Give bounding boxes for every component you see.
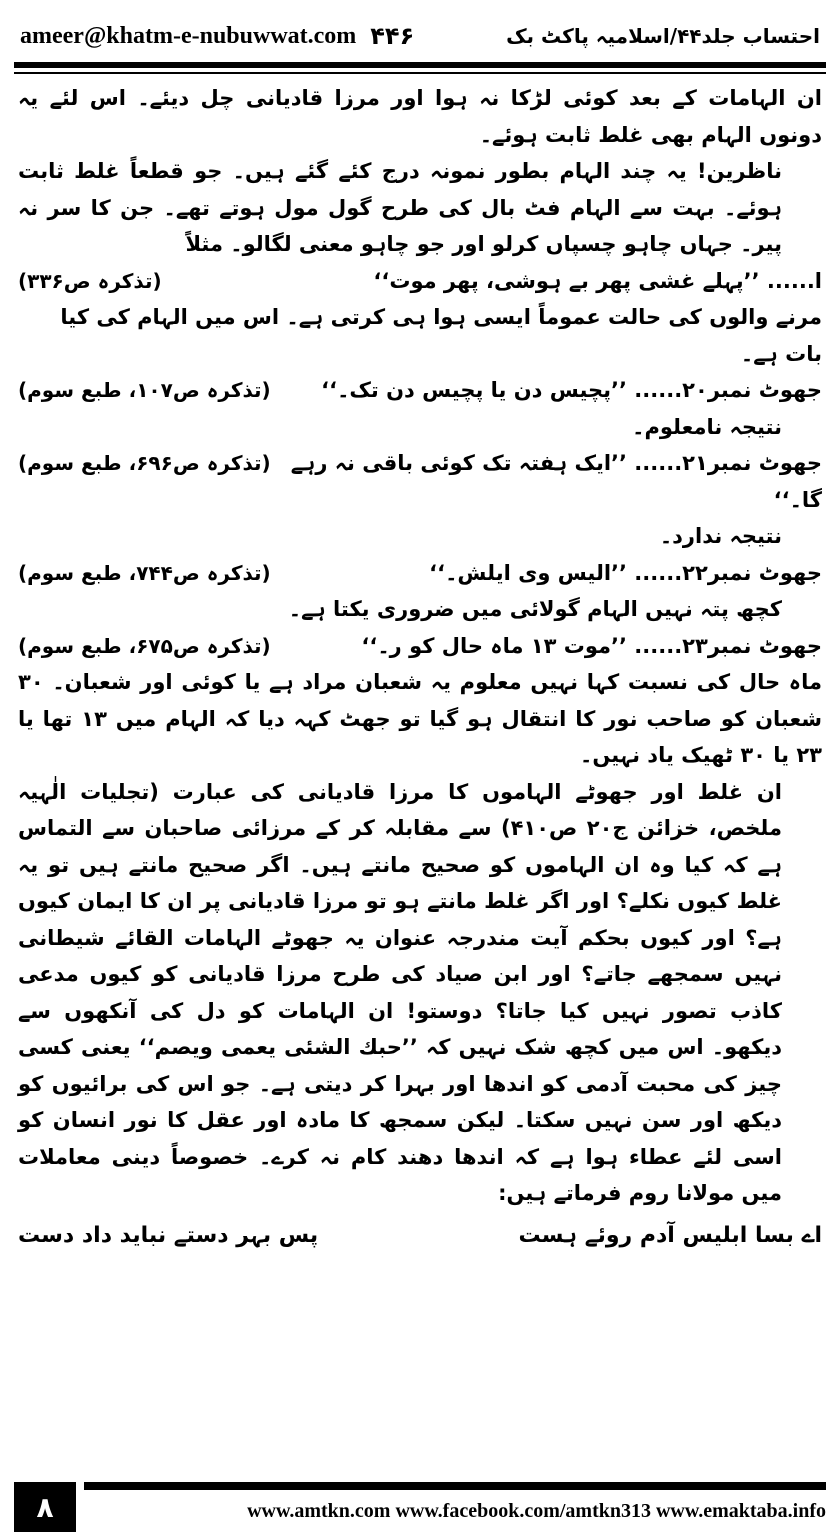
verse-first-hemistich: اے بسا ابلیس آدم روئے ہست (518, 1222, 822, 1248)
quote-text: جھوٹ نمبر۲۰...... ’’پچیس دن یا پچیس دن تک۔‘‘ (321, 378, 822, 402)
quote-reference: (تذکرہ ص۷۴۴، طبع سوم) (18, 560, 271, 585)
footer-urls: www.amtkn.com www.facebook.com/amtkn313 www.emaktaba.info (247, 1499, 826, 1522)
quote-row-20 (18, 372, 822, 409)
verse-second-hemistich: پس بہر دستے نباید داد دست (18, 1222, 319, 1248)
quote-text: جھوٹ نمبر۲۳...... ’’موت ۱۳ ماہ حال کو ر۔‘‘ (361, 633, 822, 658)
quote-comment: نتیجہ ندارد۔ (659, 524, 782, 548)
quote-row-22 (18, 555, 822, 592)
paragraph-1: ان الہامات کے بعد کوئی لڑکا نہ ہوا اور مرزا قادیانی چل دیئے۔ اس لئے یہ دونوں الہام بھی غلط ثابت ہوئے۔ (18, 86, 822, 147)
quote-text: جھوٹ نمبر۲۱...... ’’ایک ہفتہ تک کوئی باقی نہ رہے گا۔‘‘ (290, 451, 822, 512)
page-footer (14, 1482, 826, 1532)
book-title: احتساب جلد۴۴/اسلامیہ پاکٹ بک (506, 24, 820, 48)
quote-comment: مرنے والوں کی حالت عموماً ایسی ہوا ہی کرتی ہے۔ اس میں الہام کی کیا بات ہے۔ (60, 305, 822, 366)
page-body (18, 80, 822, 1470)
quote-row-23 (18, 628, 822, 665)
quote-comment: کچھ پتہ نہیں الہام گولائی میں ضروری یکتا ہے۔ (288, 597, 782, 621)
header-rule-thin (14, 72, 826, 74)
page-header (20, 12, 820, 60)
footer-rule (84, 1482, 826, 1490)
quote-text: ا...... ’’پہلے غشی پھر بے ہوشی، پھر موت‘‘ (373, 268, 822, 293)
paragraph-2: ناظرین! یہ چند الہام بطور نمونہ درج کئے گئے ہیں۔ جو قطعاً غلط ثابت ہوئے۔ بہت سے الہام فٹ بال کی طرح گول مول ہوتے تھے۔ جن کا سر نہ پیر۔ جہاں چاہو چسپاں کرلو اور جو چاہو معنی لگالو۔ مثلاً (18, 159, 782, 256)
quote-row-1 (18, 263, 822, 300)
quote-text: جھوٹ نمبر۲۲...... ’’الیس وی ایلش۔‘‘ (429, 560, 822, 585)
paragraph-4: ان غلط اور جھوٹے الہاموں کا مرزا قادیانی کی عبارت (تجلیات الٰہیہ ملخص، خزائن ج۲۰ ص۴۱۰) سے مقابلہ کر کے مرزائی صاحبان سے التماس ہے کہ کیا وہ ان الہاموں کو صحیح مانتے ہیں۔ اگر صحیح مانتے ہیں تو یہ غلط کیوں نکلے؟ اور اگر غلط مانتے ہو تو مرزا قادیانی پر ان کا ایمان کیوں ہے؟ اور کیوں بحکم آیت مندرجہ عنوان یہ جھوٹے الہامات القائے شیطانی نہیں سمجھے جاتے؟ اور ابن صیاد کی طرح مرزا قادیانی کو کیوں مدعی کاذب تصور نہیں کیا جاتا؟ دوستو! ان الہامات کو دل کی آنکھوں سے دیکھو۔ اس میں کچھ شک نہیں کہ ’’حبك الشئی یعمی ویصم‘‘ یعنی کسی چیز کی محبت آدمی کو اندھا اور بہرا کر دیتی ہے۔ جو اس کی برائیوں کو دیکھ اور سن نہیں سکتا۔ لیکن سمجھ کا مادہ اور عقل کا نور انسان کو اسی لئے عطاء ہوا ہے کہ اندھا دھند کام نہ کرے۔ خصوصاً دینی معاملات میں مولانا روم فرماتے ہیں: (18, 779, 782, 1205)
page-number: ۴۴۶ (370, 22, 415, 50)
header-rule-thick (14, 62, 826, 68)
quote-reference: (تذکرہ ص۳۳۶) (18, 268, 162, 293)
quote-reference: (تذکرہ ص۱۰۷، طبع سوم) (18, 378, 271, 402)
quote-reference: (تذکرہ ص۶۷۵، طبع سوم) (18, 633, 271, 658)
header-left (20, 22, 414, 50)
header-email: ameer@khatm-e-nubuwwat.com (20, 22, 357, 49)
quote-reference: (تذکرہ ص۶۹۶، طبع سوم) (18, 451, 271, 475)
paragraph-3: ماہ حال کی نسبت کہا نہیں معلوم یہ شعبان مراد ہے یا کوئی اور شعبان۔ ۳۰ شعبان کو صاحب نور کا انتقال ہو گیا تو جھٹ کہہ دیا کہ الہام میں ۱۳ تھا یا ۲۳ یا ۳۰ ٹھیک یاد نہیں۔ (18, 670, 823, 767)
quote-row-21 (18, 445, 822, 518)
footer-page-badge: ۸ (14, 1482, 76, 1532)
quote-comment: نتیجہ نامعلوم۔ (632, 414, 782, 439)
footer-links-area (76, 1482, 826, 1532)
persian-verse (18, 1212, 822, 1255)
